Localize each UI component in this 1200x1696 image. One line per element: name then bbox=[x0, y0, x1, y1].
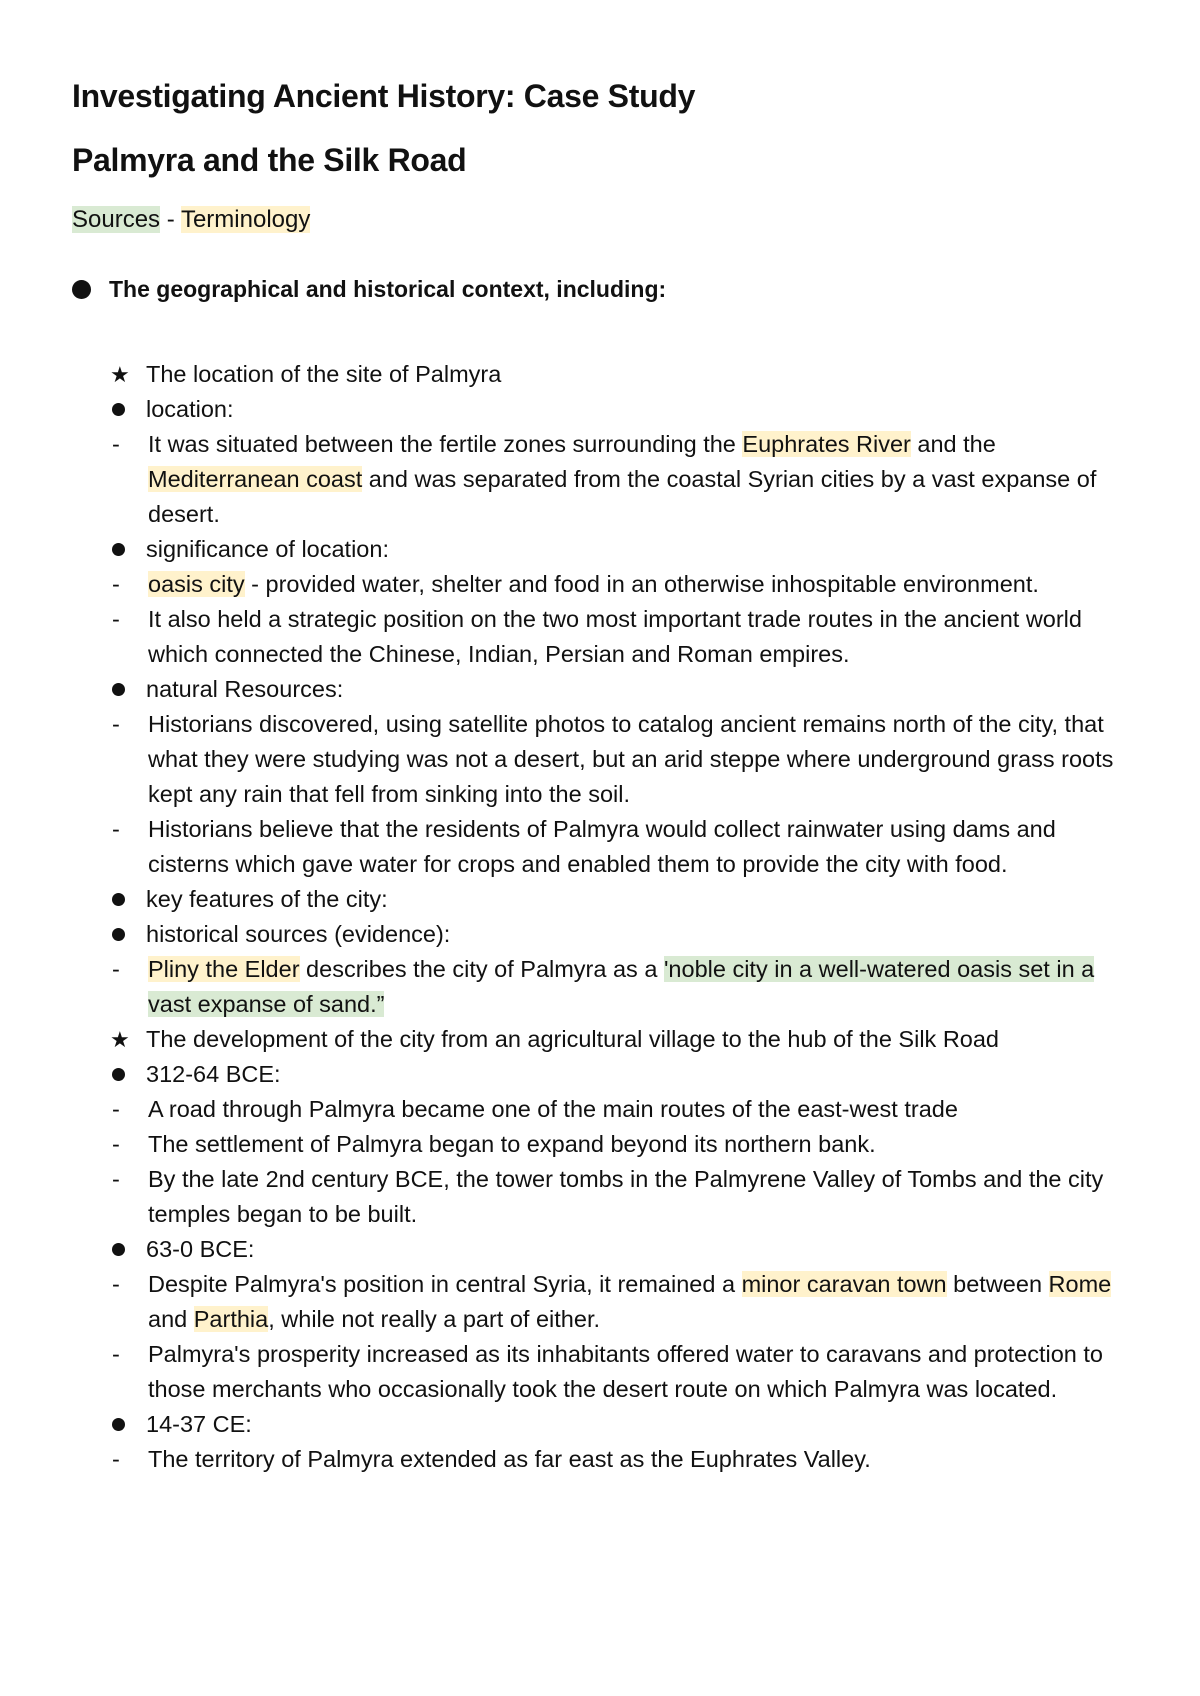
text-run: historical sources (evidence): bbox=[146, 921, 451, 947]
text-run: 63-0 BCE: bbox=[146, 1236, 255, 1262]
list-item bbox=[110, 917, 1130, 952]
bullet-icon bbox=[110, 1057, 146, 1092]
list-item bbox=[110, 532, 1130, 567]
bullet-dot-icon bbox=[112, 1418, 125, 1431]
text-run: The settlement of Palmyra began to expand beyond its northern bank. bbox=[148, 1131, 876, 1157]
list-item-text bbox=[146, 672, 1130, 707]
document-title: Investigating Ancient History: Case Study bbox=[72, 78, 696, 114]
text-run: The location of the site of Palmyra bbox=[146, 361, 502, 387]
bullet-icon bbox=[110, 1232, 146, 1267]
term-highlight: minor caravan town bbox=[741, 1271, 947, 1297]
list-item-text bbox=[148, 567, 1130, 602]
list-item-text bbox=[146, 532, 1130, 567]
text-run: Historians believe that the residents of Palmyra would collect rainwater using dams and cisterns which gave water for crops and enabled them to provide the city with food. bbox=[148, 816, 1056, 877]
list-item-text bbox=[146, 357, 1130, 392]
list-item-text bbox=[146, 1232, 1130, 1267]
dash-icon: - bbox=[112, 711, 120, 737]
legend-sources: Sources bbox=[72, 206, 161, 233]
bullet-dot-icon bbox=[112, 928, 125, 941]
bullet-dot-icon bbox=[112, 1068, 125, 1081]
text-run: and was separated from the coastal Syrian cities by a vast expanse of desert. bbox=[148, 466, 1097, 527]
text-run: - provided water, shelter and food in an otherwise inhospitable environment. bbox=[244, 571, 1039, 597]
term-highlight: Parthia bbox=[193, 1306, 269, 1332]
term-highlight: Rome bbox=[1048, 1271, 1112, 1297]
term-highlight: Euphrates River bbox=[742, 431, 911, 457]
term-highlight: oasis city bbox=[148, 571, 245, 597]
text-run: natural Resources: bbox=[146, 676, 344, 702]
dash-icon: - bbox=[112, 1096, 120, 1122]
dash-icon: - bbox=[112, 1131, 120, 1157]
list-item bbox=[110, 1092, 1130, 1127]
bullet-icon bbox=[110, 882, 146, 917]
bullet-icon bbox=[110, 532, 146, 567]
source-highlight: 'noble city in a well-watered oasis set in a vast expanse of sand.” bbox=[148, 956, 1095, 1017]
section-heading bbox=[72, 272, 666, 306]
bullet-icon bbox=[110, 1407, 146, 1442]
list-item bbox=[110, 1337, 1130, 1407]
notes-list bbox=[110, 357, 1130, 1477]
bullet-dot-icon bbox=[112, 403, 125, 416]
bullet-icon bbox=[110, 917, 146, 952]
bullet-dot-icon bbox=[112, 683, 125, 696]
bullet-dot-icon bbox=[112, 1243, 125, 1256]
list-item-text bbox=[148, 952, 1130, 1022]
list-item bbox=[110, 1127, 1130, 1162]
text-run: By the late 2nd century BCE, the tower tombs in the Palmyrene Valley of Tombs and the city temples began to be built. bbox=[148, 1166, 1104, 1227]
text-run: Palmyra's prosperity increased as its inhabitants offered water to caravans and protection to those merchants who occasionally took the desert route on which Palmyra was located. bbox=[148, 1341, 1103, 1402]
text-run: , while not really a part of either. bbox=[268, 1306, 601, 1332]
bullet-icon bbox=[110, 672, 146, 707]
bullet-icon bbox=[110, 392, 146, 427]
list-item-text bbox=[148, 1162, 1130, 1232]
text-run: significance of location: bbox=[146, 536, 389, 562]
list-item-text bbox=[146, 1407, 1130, 1442]
list-item-text bbox=[146, 1022, 1130, 1057]
list-item-text bbox=[146, 392, 1130, 427]
list-item bbox=[110, 952, 1130, 1022]
list-item-text bbox=[148, 1337, 1130, 1407]
list-item-text bbox=[148, 427, 1130, 532]
document-subtitle: Palmyra and the Silk Road bbox=[72, 142, 467, 178]
bullet-dot-icon bbox=[112, 893, 125, 906]
list-item bbox=[110, 1162, 1130, 1232]
text-run: The development of the city from an agricultural village to the hub of the Silk Road bbox=[146, 1026, 999, 1052]
text-run: The territory of Palmyra extended as far east as the Euphrates Valley. bbox=[148, 1446, 871, 1472]
text-run: and the bbox=[910, 431, 996, 457]
legend-separator: - bbox=[160, 206, 181, 233]
bullet-dot-icon bbox=[112, 543, 125, 556]
dash-icon: - bbox=[112, 1166, 120, 1192]
list-item bbox=[110, 1057, 1130, 1092]
dash-icon: - bbox=[112, 606, 120, 632]
list-item bbox=[110, 812, 1130, 882]
list-item bbox=[110, 357, 1130, 392]
list-item bbox=[110, 427, 1130, 532]
text-run: location: bbox=[146, 396, 234, 422]
list-item bbox=[110, 392, 1130, 427]
text-run: Despite Palmyra's position in central Syria, it remained a bbox=[148, 1271, 742, 1297]
list-item bbox=[110, 1267, 1130, 1337]
list-item-text bbox=[148, 1442, 1130, 1477]
text-run: Historians discovered, using satellite photos to catalog ancient remains north of the city, that what they were studying was not a desert, but an arid steppe where underground grass roots kept any rain that fell from sinking into the soil. bbox=[148, 711, 1114, 807]
list-item-text bbox=[148, 602, 1130, 672]
list-item bbox=[110, 882, 1130, 917]
list-item-text bbox=[146, 882, 1130, 917]
text-run: It also held a strategic position on the two most important trade routes in the ancient world which connected the Chinese, Indian, Persian and Roman empires. bbox=[148, 606, 1082, 667]
bullet-icon bbox=[72, 280, 91, 299]
text-run: describes the city of Palmyra as a bbox=[299, 956, 664, 982]
list-item bbox=[110, 1442, 1130, 1477]
list-item-text bbox=[148, 1092, 1130, 1127]
dash-icon: - bbox=[112, 1271, 120, 1297]
list-item-text bbox=[148, 1267, 1130, 1337]
list-item bbox=[110, 672, 1130, 707]
dash-icon: - bbox=[112, 431, 120, 457]
text-run: 14-37 CE: bbox=[146, 1411, 252, 1437]
list-item-text bbox=[148, 1127, 1130, 1162]
dash-icon: - bbox=[112, 956, 120, 982]
term-highlight: Mediterranean coast bbox=[148, 466, 363, 492]
dash-icon: - bbox=[112, 1341, 120, 1367]
list-item bbox=[110, 1232, 1130, 1267]
term-highlight: Pliny the Elder bbox=[148, 956, 300, 982]
list-item-text bbox=[146, 1057, 1130, 1092]
list-item-text bbox=[148, 707, 1130, 812]
text-run: It was situated between the fertile zones surrounding the bbox=[148, 431, 743, 457]
star-icon: ★ bbox=[110, 362, 130, 387]
dash-icon: - bbox=[112, 571, 120, 597]
text-run: A road through Palmyra became one of the main routes of the east-west trade bbox=[148, 1096, 958, 1122]
list-item bbox=[110, 1022, 1130, 1057]
text-run: 312-64 BCE: bbox=[146, 1061, 281, 1087]
legend-terminology: Terminology bbox=[180, 206, 311, 233]
list-item bbox=[110, 1407, 1130, 1442]
list-item bbox=[110, 707, 1130, 812]
section-heading-text: The geographical and historical context, including: bbox=[109, 276, 667, 302]
text-run: and bbox=[148, 1306, 194, 1332]
text-run: key features of the city: bbox=[146, 886, 388, 912]
list-item-text bbox=[148, 812, 1130, 882]
dash-icon: - bbox=[112, 816, 120, 842]
star-icon: ★ bbox=[110, 1027, 130, 1052]
dash-icon: - bbox=[112, 1446, 120, 1472]
list-item bbox=[110, 602, 1130, 672]
text-run: between bbox=[946, 1271, 1049, 1297]
list-item-text bbox=[146, 917, 1130, 952]
highlight-legend bbox=[72, 203, 310, 237]
list-item bbox=[110, 567, 1130, 602]
